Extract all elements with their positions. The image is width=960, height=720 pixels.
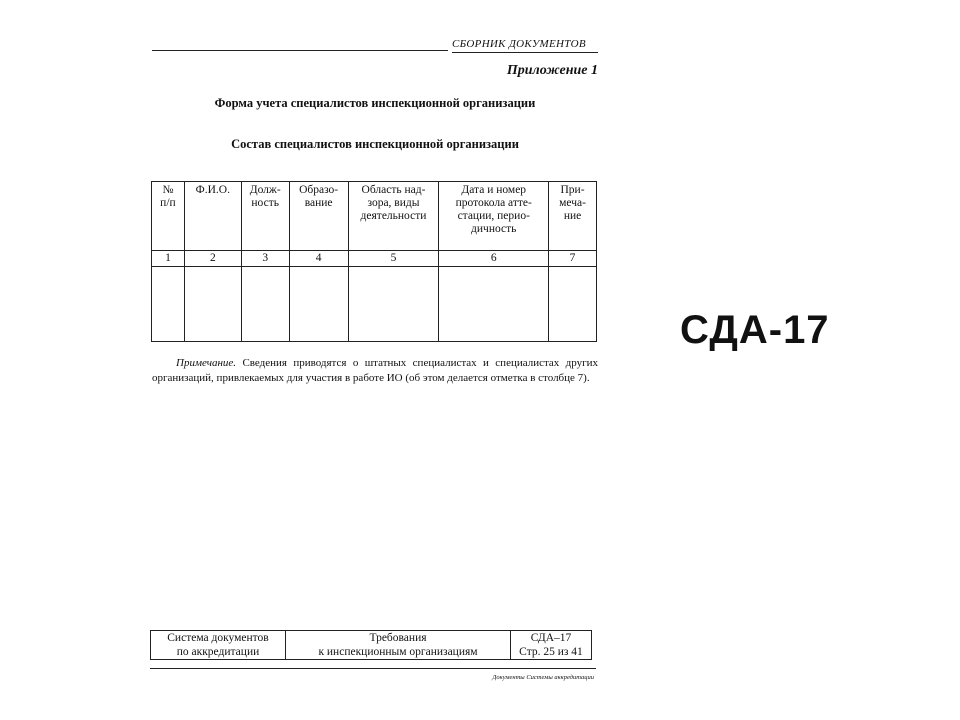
header-cell: Образо- вание <box>289 182 348 251</box>
footer-table <box>150 630 592 660</box>
empty-cell <box>439 267 549 342</box>
header-cell: Ф.И.О. <box>184 182 241 251</box>
header-cell: Долж- ность <box>241 182 289 251</box>
empty-cell <box>241 267 289 342</box>
table-title: Состав специалистов инспекционной организации <box>231 137 519 151</box>
note-paragraph <box>152 356 598 386</box>
header-rule <box>152 50 448 51</box>
column-number: 4 <box>289 251 348 267</box>
footer-code-page <box>511 631 592 660</box>
empty-cell <box>152 267 185 342</box>
header-cell: При- меча- ние <box>549 182 597 251</box>
column-number: 5 <box>348 251 439 267</box>
footer-system <box>151 631 286 660</box>
empty-cell <box>184 267 241 342</box>
column-number: 7 <box>549 251 597 267</box>
footer-system-line1: Система документов <box>167 632 269 644</box>
column-number: 6 <box>439 251 549 267</box>
footer-requirements <box>286 631 511 660</box>
empty-cell <box>348 267 439 342</box>
document-code-stamp: СДА-17 <box>680 308 830 352</box>
column-number-row <box>152 251 597 267</box>
column-number: 2 <box>184 251 241 267</box>
column-number: 3 <box>241 251 289 267</box>
empty-cell <box>549 267 597 342</box>
empty-data-row <box>152 267 597 342</box>
footer-small-caption: Документы Системы аккредитации <box>492 674 594 681</box>
column-number: 1 <box>152 251 185 267</box>
header-underline <box>452 52 598 53</box>
table-header-row <box>152 182 597 251</box>
footer-req-line2: к инспекционным организациям <box>318 646 478 658</box>
header-cell: Дата и номер протокола атте- стации, перио- дичность <box>439 182 549 251</box>
note-text: Сведения приводятся о штатных специалистах и специалистах других организаций, привлекаемых для участия в работе ИО (об этом делается отметка в столбце 7). <box>152 357 599 384</box>
collection-header: СБОРНИК ДОКУМЕНТОВ <box>452 38 586 50</box>
footer-system-line2: по аккредитации <box>176 646 260 658</box>
form-title: Форма учета специалистов инспекционной организации <box>214 96 536 110</box>
footer-page: Стр. 25 из 41 <box>519 646 583 658</box>
appendix-label: Приложение 1 <box>506 63 598 78</box>
note-label: Примечание. <box>176 357 237 369</box>
footer-rule <box>150 668 596 669</box>
footer-code: СДА–17 <box>530 632 572 644</box>
header-cell: Область над- зора, виды деятельности <box>348 182 439 251</box>
footer-req-line1: Требования <box>369 632 427 644</box>
header-cell: № п/п <box>152 182 185 251</box>
empty-cell <box>289 267 348 342</box>
specialists-table <box>151 181 597 342</box>
